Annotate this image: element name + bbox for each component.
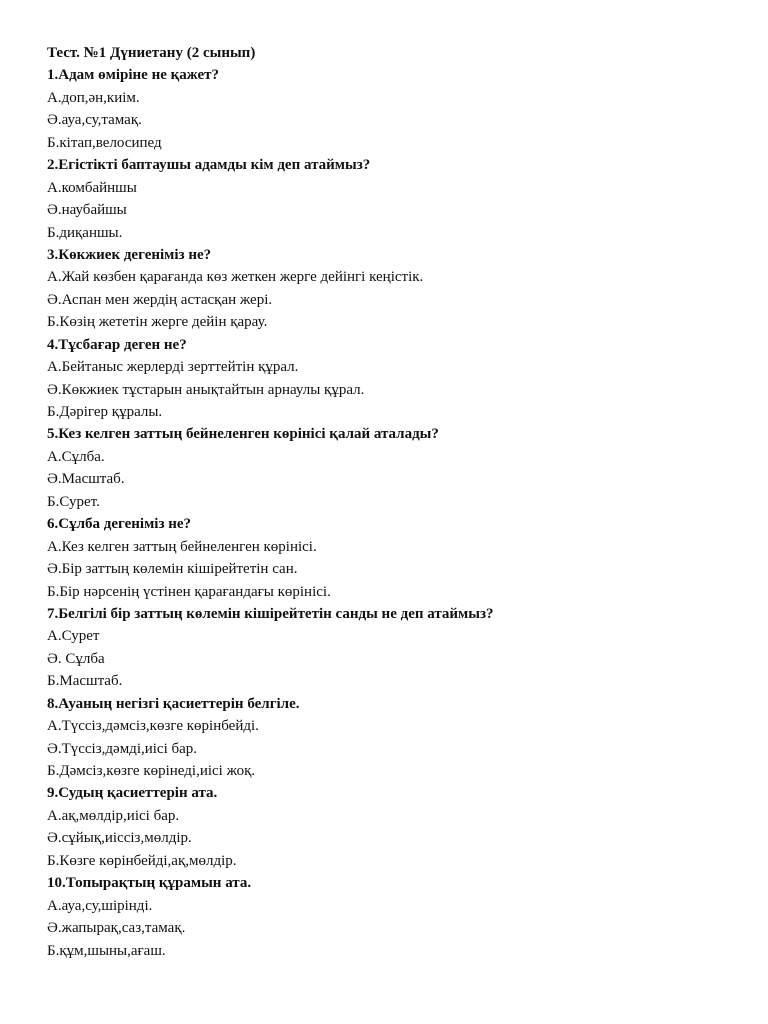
- answer-option-a: А.Кез келген заттың бейнеленген көрінісі.: [47, 538, 317, 555]
- answer-option-ae: Ә.Түссіз,дәмді,иісі бар.: [47, 740, 198, 757]
- answer-option-b: Б.Дәмсіз,көзге көрінеді,иісі жоқ.: [47, 763, 256, 779]
- question-text: 3.Көкжиек дегеніміз не?: [47, 246, 212, 263]
- question-text: 2.Егістікті баптаушы адамды кім деп атаймыз?: [47, 157, 371, 174]
- answer-option-a: А.Бейтаныс жерлерді зерттейтін құрал.: [47, 359, 299, 376]
- answer-option-ae: Ә.ауа,су,тамақ.: [47, 112, 142, 129]
- answer-option-b: Б.Дәрігер құралы.: [47, 404, 163, 420]
- answer-option-ae: Ә.Масштаб.: [47, 471, 125, 488]
- answer-option-b: Б.Масштаб.: [47, 673, 123, 690]
- answer-option-a: А.доп,ән,киім.: [47, 89, 140, 106]
- answer-option-b: Б.Бір нәрсенің үстінен қарағандағы көрінісі.: [47, 583, 331, 600]
- answer-option-b: Б.кітап,велосипед: [47, 134, 162, 151]
- answer-option-ae: Ә.Бір заттың көлемін кішірейтетін сан.: [47, 561, 298, 578]
- answer-option-ae: Ә.Көкжиек тұстарын анықтайтын арнаулы құрал.: [47, 381, 365, 398]
- answer-option-a: А.комбайншы: [47, 179, 137, 196]
- question-text: 1.Адам өміріне не қажет?: [47, 67, 219, 84]
- question-block-8: [47, 693, 737, 783]
- answer-option-a: А.ақ,мөлдір,иісі бар.: [47, 807, 180, 824]
- answer-option-b: Б.Көзге көрінбейді,ақ,мөлдір.: [47, 852, 237, 869]
- question-text: 6.Сұлба дегеніміз не?: [47, 516, 192, 533]
- answer-option-a: А.ауа,су,шірінді.: [47, 897, 153, 914]
- answer-option-ae: Ә.наубайшы: [47, 202, 127, 219]
- answer-option-ae: Ә.Аспан мен жердің астасқан жері.: [47, 291, 273, 308]
- answer-option-a: А.Сұлба.: [47, 448, 105, 465]
- answer-option-b: Б.Көзің жететін жерге дейін қарау.: [47, 314, 268, 331]
- answer-option-ae: Ә. Сұлба: [47, 650, 105, 667]
- answer-option-ae: Ә.сұйық,иіссіз,мөлдір.: [47, 830, 192, 847]
- answer-option-a: А.Түссіз,дәмсіз,көзге көрінбейді.: [47, 718, 259, 735]
- question-text: 4.Тұсбағар деген не?: [47, 336, 187, 353]
- question-text: 10.Топырақтың құрамын ата.: [47, 875, 252, 892]
- question-block-6: [47, 513, 737, 603]
- answer-option-a: А.Жай көзбен қарағанда көз жеткен жерге дейінгі кеңістік.: [47, 269, 424, 286]
- question-block-7: [47, 603, 737, 693]
- question-text: 8.Ауаның негізгі қасиеттерін белгіле.: [47, 695, 300, 712]
- answer-option-b: Б.Сурет.: [47, 493, 100, 510]
- question-block-3: [47, 244, 737, 334]
- answer-option-a: А.Сурет: [47, 628, 100, 645]
- answer-option-ae: Ә.жапырақ,саз,тамақ.: [47, 920, 186, 937]
- question-block-4: [47, 334, 737, 424]
- answer-option-b: Б.құм,шыны,ағаш.: [47, 942, 166, 959]
- question-block-10: [47, 872, 737, 962]
- question-text: 7.Белгілі бір заттың көлемін кішірейтетін санды не деп атаймыз?: [47, 605, 494, 622]
- question-block-1: [47, 64, 737, 154]
- document-title: Тест. №1 Дүниетану (2 сынып): [47, 45, 256, 61]
- test-document: [47, 42, 737, 962]
- answer-option-b: Б.диқаншы.: [47, 224, 123, 241]
- question-text: 5.Кез келген заттың бейнеленген көрінісі қалай аталады?: [47, 426, 439, 443]
- question-block-9: [47, 782, 737, 872]
- question-block-2: [47, 154, 737, 244]
- question-block-5: [47, 423, 737, 513]
- question-text: 9.Судың қасиеттерін ата.: [47, 785, 218, 802]
